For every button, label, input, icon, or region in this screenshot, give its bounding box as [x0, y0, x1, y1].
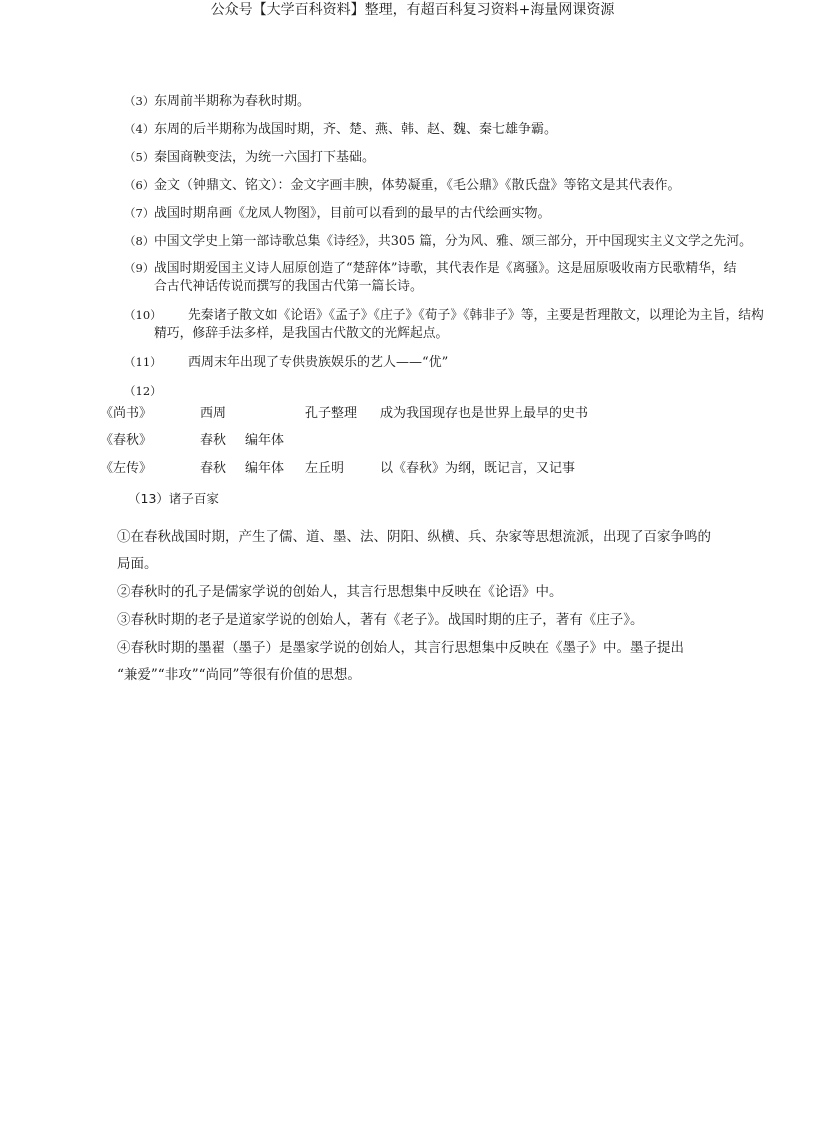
item-text: 金文（钟鼎文、铭文）：金文字画丰腴，体势凝重，《毛公鼎》《散氏盘》等铭文是其代表作。: [154, 178, 681, 193]
paragraph: ②春秋时的孔子是儒家学说的创始人，其言行思想集中反映在《论语》中。: [117, 584, 563, 600]
book-genre: 编年体: [245, 461, 285, 476]
item-text: 中国文学史上第一部诗歌总集《诗经》，共305 篇，分为风、雅、颂三部分，开中国现实主义文学之先河。: [154, 234, 752, 249]
list-item: [124, 232, 752, 251]
item-number: （10）: [124, 308, 162, 322]
list-item: [124, 259, 824, 296]
item-number: （7）: [124, 206, 155, 220]
list-item: [124, 148, 375, 167]
item-number: （12）: [124, 384, 162, 398]
book-author: 左丘明: [305, 461, 345, 476]
list-item: [124, 176, 681, 195]
item-text-line2: 精巧，修辞手法多样，是我国古代散文的光辉起点。: [154, 326, 449, 341]
book-period: 西周: [200, 406, 227, 421]
list-item: [124, 382, 164, 401]
item-text: 东周前半期称为春秋时期。: [154, 94, 311, 109]
item-number: （6）: [124, 178, 155, 192]
list-item: [124, 92, 310, 111]
item-number: （9）: [124, 261, 155, 275]
book-period: 春秋: [200, 433, 227, 448]
book-period: 春秋: [200, 461, 227, 476]
list-item: [124, 204, 551, 223]
item-text: 战国时期帛画《龙凤人物图》，目前可以看到的最早的古代绘画实物。: [154, 206, 551, 221]
book-note: 成为我国现存也是世界上最早的史书: [380, 406, 589, 421]
paragraph: ①在春秋战国时期，产生了儒、道、墨、法、阴阳、纵横、兵、杂家等思想流派，出现了百家争鸣的: [117, 529, 711, 545]
book-genre: 编年体: [245, 433, 285, 448]
item-number: （3）: [124, 94, 155, 108]
list-item: [124, 306, 824, 343]
paragraph: ③春秋时期的老子是道家学说的创始人，著有《老子》。战国时期的庄子，著有《庄子》。: [117, 612, 644, 628]
paragraph-continuation: 局面。: [117, 556, 158, 572]
list-item: [124, 120, 557, 139]
book-note: 以《春秋》为纲，既记言，又记事: [380, 461, 576, 476]
item-number: （8）: [124, 234, 155, 248]
section-heading: （13）诸子百家: [128, 491, 219, 506]
item-text: 东周的后半期称为战国时期，齐、楚、燕、韩、赵、魏、秦七雄争霸。: [154, 122, 558, 137]
item-text: 秦国商鞅变法，为统一六国打下基础。: [154, 150, 376, 165]
item-text-line1: 先秦诸子散文如《论语》《孟子》《庄子》《荀子》《韩非子》等，主要是哲理散文，以理论为主旨，结构: [188, 308, 764, 323]
book-title: 《春秋》: [100, 433, 153, 448]
item-number: （11）: [124, 355, 162, 369]
list-item: [124, 353, 448, 372]
book-title: 《左传》: [100, 461, 153, 476]
page-header: 公众号【大学百科资料】整理，有超百科复习资料+海量网课资源: [210, 2, 615, 18]
book-title: 《尚书》: [100, 406, 153, 421]
item-number: （4）: [124, 122, 155, 136]
item-number: （5）: [124, 150, 155, 164]
paragraph-continuation: “兼爱”“非攻”“尚同”等很有价值的思想。: [117, 667, 361, 683]
item-text-line2: 合古代神话传说而撰写的我国古代第一篇长诗。: [154, 279, 423, 294]
item-text-line1: 战国时期爱国主义诗人屈原创造了“楚辞体”诗歌，其代表作是《离骚》。这是屈原吸收南方民歌精华，结: [154, 261, 737, 276]
book-author: 孔子整理: [305, 406, 358, 421]
paragraph: ④春秋时期的墨翟（墨子）是墨家学说的创始人，其言行思想集中反映在《墨子》中。墨子提出: [117, 640, 684, 656]
item-text: 西周末年出现了专供贵族娱乐的艺人——“优”: [188, 355, 449, 370]
